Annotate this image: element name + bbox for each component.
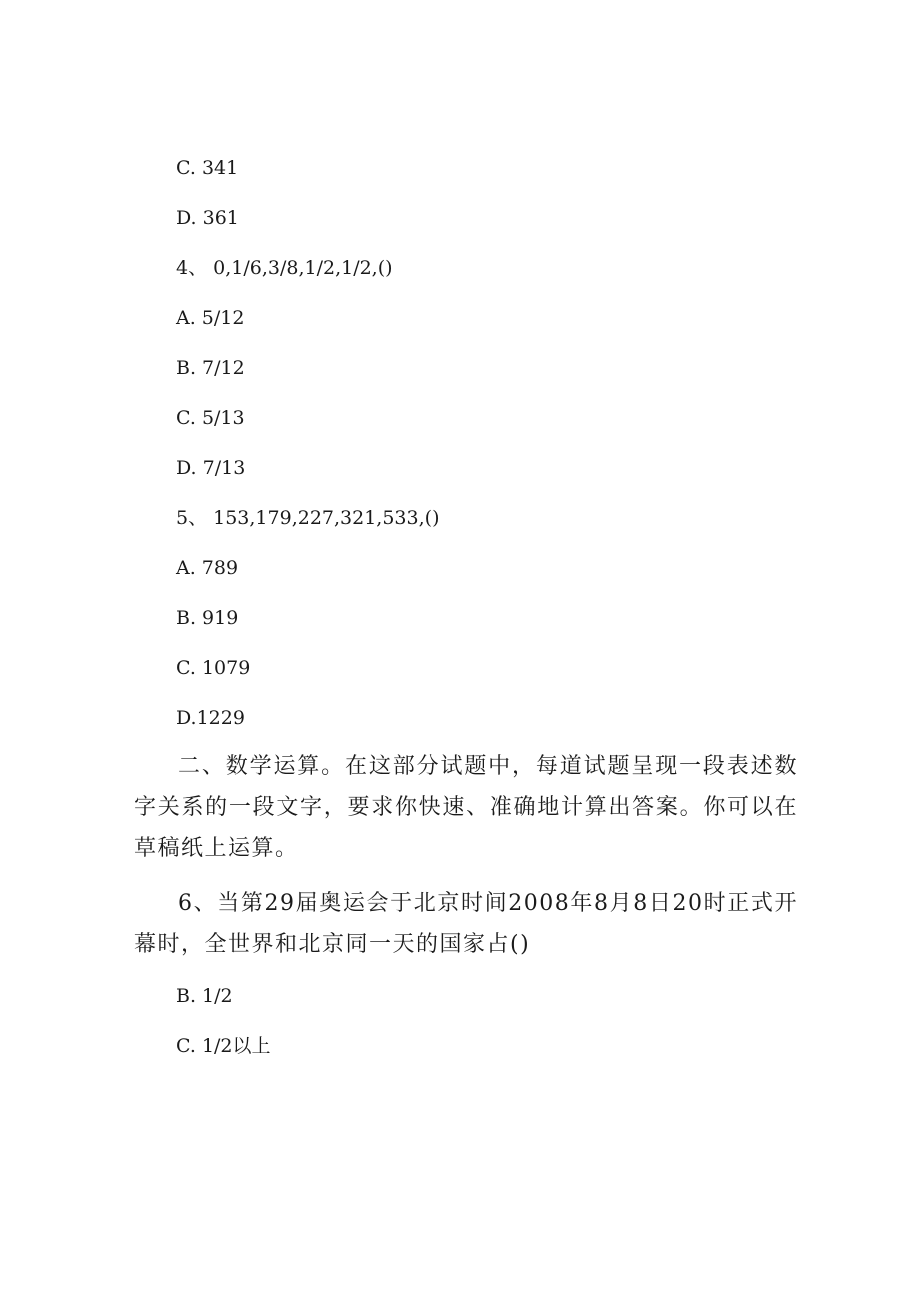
section2-intro: 二、数学运算。在这部分试题中，每道试题呈现一段表述数字关系的一段文字，要求你快速、准确地计算出答案。你可以在草稿纸上运算。 — [134, 754, 798, 861]
q3-option-d: D. 361 — [176, 207, 239, 229]
q3-option-c: C. 341 — [176, 157, 239, 179]
q5-stem: 5、 153,179,227,321,533,() — [176, 507, 440, 529]
q6-option-c: C. 1/2以上 — [176, 1035, 271, 1057]
q4-option-d: D. 7/13 — [176, 457, 246, 479]
q5-option-b: B. 919 — [176, 607, 239, 629]
q4-option-b: B. 7/12 — [176, 357, 245, 379]
q4-option-a: A. 5/12 — [176, 307, 245, 329]
q5-option-c: C. 1079 — [176, 657, 251, 679]
q4-option-c: C. 5/13 — [176, 407, 245, 429]
q6-stem: 6、当第29届奥运会于北京时间2008年8月8日20时正式开幕时，全世界和北京同一天的国家占() — [134, 891, 798, 957]
q6-option-b: B. 1/2 — [176, 985, 233, 1007]
q5-option-d: D.1229 — [176, 707, 245, 729]
q4-stem: 4、 0,1/6,3/8,1/2,1/2,() — [176, 257, 393, 279]
q5-option-a: A. 789 — [176, 557, 239, 579]
